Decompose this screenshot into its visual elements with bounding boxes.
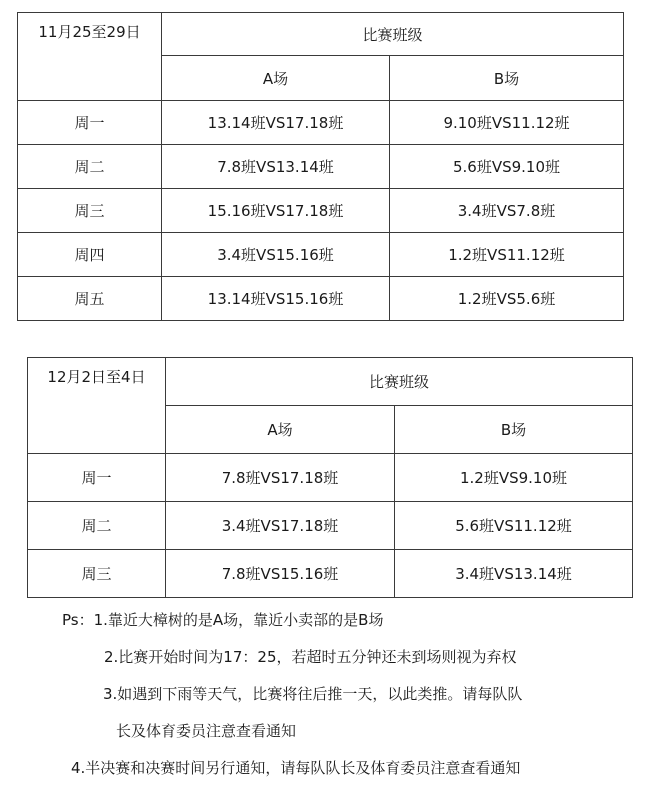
court-b-header: B场 <box>395 406 633 454</box>
table-row <box>18 145 624 189</box>
group-header: 比赛班级 <box>162 13 624 56</box>
day-cell: 周三 <box>18 189 162 233</box>
day-cell: 周二 <box>28 502 166 550</box>
table-row <box>18 277 624 321</box>
match-a-cell: 15.16班VS17.18班 <box>162 189 390 233</box>
match-a-cell: 13.14班VS17.18班 <box>162 101 390 145</box>
table-row <box>18 101 624 145</box>
day-cell: 周五 <box>18 277 162 321</box>
match-b-cell: 3.4班VS13.14班 <box>395 550 633 598</box>
day-cell: 周二 <box>18 145 162 189</box>
court-a-header: A场 <box>166 406 395 454</box>
match-a-cell: 7.8班VS13.14班 <box>162 145 390 189</box>
note-line-4: 4.半决赛和决赛时间另行通知，请每队队长及体育委员注意查看通知 <box>71 759 521 777</box>
match-a-cell: 7.8班VS15.16班 <box>166 550 395 598</box>
match-b-cell: 1.2班VS11.12班 <box>390 233 624 277</box>
note-line-1: Ps：1.靠近大樟树的是A场，靠近小卖部的是B场 <box>62 611 384 629</box>
table-row <box>28 454 633 502</box>
court-b-header: B场 <box>390 56 624 101</box>
match-b-cell: 3.4班VS7.8班 <box>390 189 624 233</box>
match-b-cell: 1.2班VS5.6班 <box>390 277 624 321</box>
match-a-cell: 7.8班VS17.18班 <box>166 454 395 502</box>
match-b-cell: 5.6班VS11.12班 <box>395 502 633 550</box>
match-a-cell: 3.4班VS17.18班 <box>166 502 395 550</box>
note-line-3-cont: 长及体育委员注意查看通知 <box>116 722 297 740</box>
match-a-cell: 13.14班VS15.16班 <box>162 277 390 321</box>
match-a-cell: 3.4班VS15.16班 <box>162 233 390 277</box>
match-b-cell: 1.2班VS9.10班 <box>395 454 633 502</box>
schedule-table-nov <box>17 12 624 321</box>
note-line-3: 3.如遇到下雨等天气，比赛将往后推一天，以此类推。请每队队 <box>103 685 523 703</box>
group-header: 比赛班级 <box>166 358 633 406</box>
table-row <box>18 189 624 233</box>
match-b-cell: 9.10班VS11.12班 <box>390 101 624 145</box>
schedule-table-dec <box>27 357 633 598</box>
note-line-2: 2.比赛开始时间为17：25，若超时五分钟还未到场则视为弃权 <box>104 648 517 666</box>
period-cell: 12月2日至4日 <box>28 358 166 454</box>
day-cell: 周四 <box>18 233 162 277</box>
table-row <box>28 502 633 550</box>
day-cell: 周三 <box>28 550 166 598</box>
day-cell: 周一 <box>28 454 166 502</box>
table-row <box>28 550 633 598</box>
period-cell: 11月25至29日 <box>18 13 162 101</box>
day-cell: 周一 <box>18 101 162 145</box>
table-row <box>18 233 624 277</box>
match-b-cell: 5.6班VS9.10班 <box>390 145 624 189</box>
court-a-header: A场 <box>162 56 390 101</box>
